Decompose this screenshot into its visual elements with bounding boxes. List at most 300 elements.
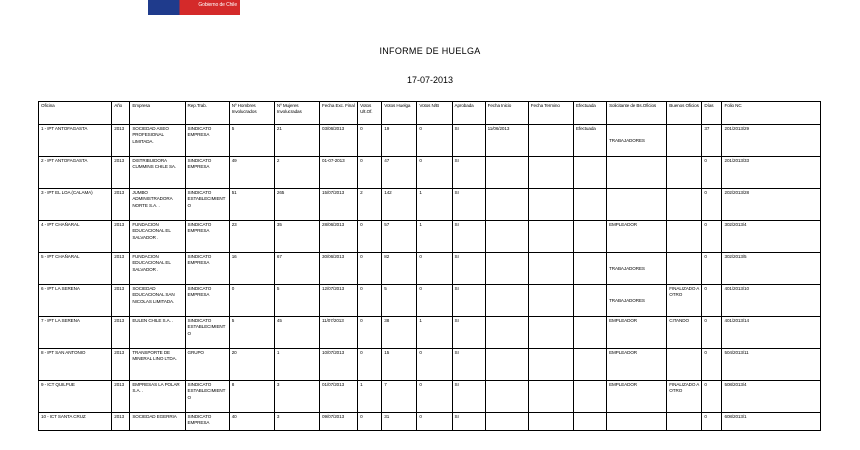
cell-text: 2013 [114, 350, 125, 355]
cell-termino [528, 317, 573, 349]
cell-text: 2013 [114, 222, 125, 227]
cell-votos-ult [358, 317, 382, 349]
column-header: Aprobada [452, 102, 485, 125]
cell-votos-ult [358, 253, 382, 285]
cell-folio [722, 253, 821, 285]
cell-fecha-exc [320, 413, 358, 431]
cell-text: SI [454, 318, 459, 323]
cell-votos-nb [417, 125, 452, 157]
cell-votos-nb [417, 253, 452, 285]
cell-rep [185, 189, 229, 221]
cell-inicio [485, 285, 528, 317]
cell-buenos [667, 253, 702, 285]
cell-mujeres [274, 381, 319, 413]
column-header: Votos N/B [417, 102, 452, 125]
cell-rep [185, 157, 229, 189]
cell-text: SINDICATO ESTABLECIMIENTO [187, 382, 226, 400]
cell-text: 2013 [114, 254, 125, 259]
cell-aprobada [452, 381, 485, 413]
cell-solicitante [607, 253, 667, 285]
column-header: Solicitante de Bs.Oficios [607, 102, 667, 125]
cell-anio [112, 157, 130, 189]
cell-votos-huelga [382, 253, 417, 285]
cell-text: 0 [419, 414, 422, 419]
cell-votos-huelga [382, 125, 417, 157]
cell-text: 401/2013/10 [724, 286, 749, 291]
cell-buenos [667, 317, 702, 349]
cell-folio [722, 189, 821, 221]
cell-inicio [485, 253, 528, 285]
table-row [39, 349, 821, 381]
cell-empresa [130, 317, 185, 349]
cell-mujeres [274, 349, 319, 381]
cell-oficina [39, 157, 112, 189]
cell-votos-nb [417, 317, 452, 349]
cell-text: SI [454, 254, 459, 259]
cell-dias [702, 189, 722, 221]
column-header: Días [702, 102, 722, 125]
column-header: Fecha Termino [528, 102, 573, 125]
cell-votos-ult [358, 413, 382, 431]
cell-text: 03/06/2013 [322, 126, 345, 131]
cell-text: TRABAJADORES [609, 138, 645, 143]
cell-text: 37 [704, 126, 710, 131]
cell-text: SINDICATO EMPRESA [187, 222, 212, 234]
cell-oficina [39, 381, 112, 413]
cell-text: 608/2013/1 [724, 414, 747, 419]
column-header: Año [112, 102, 130, 125]
cell-mujeres [274, 125, 319, 157]
column-header: Nº Mujeres Involucradas [274, 102, 319, 125]
cell-anio [112, 125, 130, 157]
cell-text: 2013 [114, 190, 125, 195]
cell-votos-ult [358, 189, 382, 221]
cell-text: FINALIZADO A OTRO [669, 286, 699, 298]
column-header: Votos Ult.Of. [358, 102, 382, 125]
cell-empresa [130, 253, 185, 285]
cell-oficina [39, 221, 112, 253]
cell-text: 302/2013/5 [724, 254, 747, 259]
cell-mujeres [274, 221, 319, 253]
cell-text: 0 [419, 350, 422, 355]
cell-text: SINDICATO EMPRESA [187, 286, 212, 298]
cell-text: 23 [231, 222, 237, 227]
cell-text: 6 - IPT LA SERENA [41, 286, 80, 291]
cell-oficina [39, 317, 112, 349]
cell-text: 0 [360, 414, 363, 419]
cell-text: 0 [360, 222, 363, 227]
cell-votos-nb [417, 157, 452, 189]
cell-solicitante [607, 285, 667, 317]
column-header: Rep.Trab. [185, 102, 229, 125]
cell-text: 10 - ICT SANTA CRUZ [41, 414, 86, 419]
cell-votos-huelga [382, 317, 417, 349]
cell-text: 11/07/2013 [322, 318, 344, 323]
table-row [39, 157, 821, 189]
cell-text: 15/07/2013 [322, 190, 345, 195]
cell-aprobada [452, 253, 485, 285]
cell-solicitante [607, 221, 667, 253]
cell-text: 1 [419, 190, 422, 195]
cell-efectuada [573, 157, 606, 189]
cell-buenos [667, 157, 702, 189]
cell-text: 0 [360, 286, 363, 291]
cell-fecha-exc [320, 221, 358, 253]
cell-folio [722, 381, 821, 413]
cell-fecha-exc [320, 125, 358, 157]
cell-text: 19 [384, 126, 390, 131]
cell-solicitante [607, 125, 667, 157]
cell-anio [112, 349, 130, 381]
cell-text: 142 [384, 190, 392, 195]
cell-text: EMPLEADOR [609, 350, 638, 355]
cell-folio [722, 317, 821, 349]
cell-oficina [39, 413, 112, 431]
cell-termino [528, 253, 573, 285]
column-header: Empresa [130, 102, 185, 125]
cell-text: 40 [231, 414, 237, 419]
cell-text: 0 [360, 350, 363, 355]
cell-text: 0 [419, 158, 422, 163]
cell-aprobada [452, 157, 485, 189]
cell-votos-nb [417, 349, 452, 381]
cell-text: 0 [419, 286, 422, 291]
cell-votos-ult [358, 349, 382, 381]
cell-anio [112, 189, 130, 221]
cell-text: SI [454, 222, 459, 227]
cell-dias [702, 157, 722, 189]
cell-text: 508/2013/4 [724, 382, 747, 387]
cell-termino [528, 413, 573, 431]
cell-votos-nb [417, 381, 452, 413]
cell-dias [702, 221, 722, 253]
cell-empresa [130, 285, 185, 317]
cell-fecha-exc [320, 157, 358, 189]
cell-text: 16 [231, 254, 237, 259]
cell-efectuada [573, 221, 606, 253]
cell-text: SINDICATO EMPRESA [187, 158, 212, 170]
cell-text: 1 [419, 318, 422, 323]
cell-solicitante [607, 381, 667, 413]
cell-mujeres [274, 285, 319, 317]
cell-text: 0 [360, 318, 363, 323]
cell-termino [528, 285, 573, 317]
column-header: Nº Hombres Involucrados [229, 102, 274, 125]
cell-text: 67 [276, 254, 282, 259]
cell-votos-huelga [382, 285, 417, 317]
cell-solicitante [607, 413, 667, 431]
table-row [39, 189, 821, 221]
cell-hombres [229, 317, 274, 349]
cell-text: 5 - IPT CHAÑARAL [41, 254, 80, 259]
cell-empresa [130, 189, 185, 221]
cell-dias [702, 253, 722, 285]
cell-dias [702, 285, 722, 317]
cell-rep [185, 285, 229, 317]
cell-votos-huelga [382, 413, 417, 431]
cell-text: 0 [419, 254, 422, 259]
column-header: Fecha Exc. Final [320, 102, 358, 125]
cell-text: 2013 [114, 414, 125, 419]
cell-text: 10/07/2013 [322, 350, 345, 355]
cell-empresa [130, 125, 185, 157]
cell-votos-huelga [382, 349, 417, 381]
cell-text: 01-07-2013 [322, 158, 345, 163]
cell-inicio [485, 381, 528, 413]
cell-empresa [130, 381, 185, 413]
cell-text: 0 [360, 158, 363, 163]
cell-aprobada [452, 189, 485, 221]
cell-text: EMPLEADOR [609, 382, 638, 387]
cell-text: 28/06/2013 [322, 222, 345, 227]
cell-votos-nb [417, 189, 452, 221]
cell-mujeres [274, 189, 319, 221]
cell-text: 09/07/2013 [322, 414, 345, 419]
cell-hombres [229, 349, 274, 381]
cell-text: SI [454, 350, 459, 355]
cell-text: 5 [231, 318, 235, 323]
cell-rep [185, 317, 229, 349]
cell-buenos [667, 221, 702, 253]
cell-votos-huelga [382, 221, 417, 253]
column-header: Efectuada [573, 102, 606, 125]
cell-oficina [39, 125, 112, 157]
cell-text: 2013 [114, 382, 125, 387]
cell-efectuada [573, 413, 606, 431]
cell-text: 1 [276, 350, 280, 355]
cell-text: EMPLEADOR [609, 318, 638, 323]
cell-anio [112, 285, 130, 317]
cell-efectuada [573, 125, 606, 157]
cell-fecha-exc [320, 317, 358, 349]
cell-text: 2013 [114, 126, 125, 131]
cell-rep [185, 253, 229, 285]
cell-fecha-exc [320, 285, 358, 317]
cell-text: SOCIEDAD ASEO PROFESIONAL LIMITADA. [132, 126, 169, 144]
cell-text: 0 [704, 286, 707, 291]
cell-text: FUNDACION EDUCACIONAL EL SALVADOR . [132, 222, 171, 240]
cell-termino [528, 157, 573, 189]
cell-inicio [485, 189, 528, 221]
cell-inicio [485, 125, 528, 157]
cell-hombres [229, 157, 274, 189]
cell-text: 201/2013/33 [724, 158, 749, 163]
cell-buenos [667, 189, 702, 221]
table-header-row [39, 102, 821, 125]
cell-aprobada [452, 125, 485, 157]
cell-text: SINDICATO EMPRESA [187, 126, 212, 138]
cell-text: 504/2013/11 [724, 350, 749, 355]
cell-rep [185, 413, 229, 431]
cell-text: TRABAJADORES [609, 266, 645, 271]
cell-rep [185, 221, 229, 253]
cell-votos-ult [358, 125, 382, 157]
cell-text: SI [454, 190, 459, 195]
table-row [39, 317, 821, 349]
cell-text: 201/2013/29 [724, 126, 749, 131]
cell-text: 0 [360, 126, 363, 131]
cell-text: 0 [704, 254, 707, 259]
cell-inicio [485, 221, 528, 253]
cell-text: 0 [419, 382, 422, 387]
cell-votos-ult [358, 285, 382, 317]
table-row [39, 381, 821, 413]
cell-text: 35 [276, 222, 282, 227]
cell-buenos [667, 349, 702, 381]
cell-aprobada [452, 413, 485, 431]
cell-text: 2013 [114, 158, 125, 163]
cell-text: SOCIEDAD EGERRIA [132, 414, 177, 419]
table-row [39, 221, 821, 253]
cell-termino [528, 381, 573, 413]
cell-text: 57 [384, 222, 390, 227]
cell-votos-nb [417, 285, 452, 317]
cell-text: 51 [231, 190, 237, 195]
column-header: Folio NC [722, 102, 821, 125]
cell-text: Efectuada [575, 126, 596, 131]
cell-votos-nb [417, 221, 452, 253]
cell-buenos [667, 125, 702, 157]
cell-hombres [229, 253, 274, 285]
cell-empresa [130, 157, 185, 189]
cell-text: 2013 [114, 286, 125, 291]
cell-text: 2 [276, 158, 280, 163]
cell-folio [722, 413, 821, 431]
column-header: Oficina [39, 102, 112, 125]
cell-empresa [130, 413, 185, 431]
cell-mujeres [274, 253, 319, 285]
cell-text: 0 [704, 350, 707, 355]
cell-text: 0 [704, 190, 707, 195]
cell-text: SOCIEDAD EDUCACIONAL SAN NICOLAS LIMITADA. [132, 286, 175, 304]
cell-termino [528, 125, 573, 157]
cell-folio [722, 349, 821, 381]
cell-hombres [229, 221, 274, 253]
cell-text: SINDICATO EMPRESA [187, 254, 212, 266]
cell-buenos [667, 381, 702, 413]
table-row [39, 253, 821, 285]
cell-text: 3 [276, 414, 280, 419]
column-header: Buenos Oficios [667, 102, 702, 125]
cell-text: TRABAJADORES [609, 298, 645, 303]
report-date: 17-07-2013 [406, 75, 454, 85]
cell-fecha-exc [320, 253, 358, 285]
cell-text: 47 [384, 158, 390, 163]
cell-text: 45 [276, 318, 282, 323]
cell-votos-ult [358, 157, 382, 189]
cell-text: 4 - IPT CHAÑARAL [41, 222, 80, 227]
cell-text: 2 - IPT ANTOFAGASTA [41, 158, 88, 163]
cell-efectuada [573, 349, 606, 381]
cell-text: TRANSPORTE DE MINERAL LINO LTDA. [132, 350, 177, 362]
cell-oficina [39, 349, 112, 381]
cell-termino [528, 349, 573, 381]
cell-votos-huelga [382, 381, 417, 413]
cell-text: FUNDACION EDUCACIONAL EL SALVADOR . [132, 254, 171, 272]
cell-text: 2013 [114, 318, 125, 323]
cell-text: 1 [360, 382, 363, 387]
cell-inicio [485, 349, 528, 381]
column-header: Votos Huelga [382, 102, 417, 125]
cell-dias [702, 317, 722, 349]
cell-efectuada [573, 189, 606, 221]
cell-text: 21 [276, 126, 282, 131]
cell-anio [112, 381, 130, 413]
cell-text: 8 [231, 382, 235, 387]
cell-text: 0 [704, 222, 707, 227]
cell-buenos [667, 413, 702, 431]
cell-text: 0 [704, 382, 707, 387]
cell-text: DISTRIBUIDORA CUMMINS CHILE SA. [132, 158, 177, 170]
cell-text: 1 - IPT ANTOFAGASTA [41, 126, 88, 131]
cell-text: 12/07/2013 [322, 286, 345, 291]
cell-text: 0 [704, 318, 707, 323]
cell-text: EULEN CHILE S.A. . [132, 318, 174, 323]
cell-solicitante [607, 349, 667, 381]
table-row [39, 125, 821, 157]
cell-text: 0 [360, 254, 363, 259]
cell-aprobada [452, 349, 485, 381]
cell-text: 30/06/2013 [322, 254, 345, 259]
cell-text: 265 [276, 190, 285, 195]
cell-fecha-exc [320, 349, 358, 381]
cell-termino [528, 221, 573, 253]
cell-fecha-exc [320, 189, 358, 221]
cell-oficina [39, 253, 112, 285]
cell-solicitante [607, 189, 667, 221]
cell-votos-ult [358, 221, 382, 253]
cell-text: 5 [384, 286, 387, 291]
cell-votos-huelga [382, 189, 417, 221]
cell-text: SI [454, 126, 459, 131]
column-header: Fecha Inicio [485, 102, 528, 125]
cell-text: 202/2013/28 [724, 190, 749, 195]
cell-solicitante [607, 157, 667, 189]
cell-hombres [229, 125, 274, 157]
cell-rep [185, 125, 229, 157]
cell-aprobada [452, 221, 485, 253]
cell-text: 5 [276, 286, 280, 291]
table-row [39, 285, 821, 317]
cell-text: 302/2013/4 [724, 222, 747, 227]
cell-efectuada [573, 253, 606, 285]
cell-oficina [39, 189, 112, 221]
cell-text: SI [454, 158, 459, 163]
cell-efectuada [573, 381, 606, 413]
strike-report-table [38, 101, 821, 431]
cell-text: 11/06/2013 [487, 126, 510, 131]
cell-text: 49 [231, 158, 237, 163]
cell-folio [722, 125, 821, 157]
cell-text: SINDICATO ESTABLECIMIENTO [187, 318, 226, 336]
cell-text: GRUPO [187, 350, 204, 355]
cell-rep [185, 381, 229, 413]
cell-text: SINDICATO ESTABLECIMIENTO [187, 190, 226, 208]
table-body [39, 125, 821, 431]
cell-efectuada [573, 285, 606, 317]
report-title: INFORME DE HUELGA [379, 46, 481, 56]
cell-fecha-exc [320, 381, 358, 413]
cell-anio [112, 253, 130, 285]
cell-termino [528, 189, 573, 221]
cell-text: 7 - IPT LA SERENA [41, 318, 80, 323]
cell-aprobada [452, 317, 485, 349]
cell-text: 2 [360, 190, 363, 195]
cell-solicitante [607, 317, 667, 349]
cell-text: 82 [384, 254, 390, 259]
cell-text: 8 - IPT SAN ANTONIO [41, 350, 86, 355]
cell-inicio [485, 157, 528, 189]
